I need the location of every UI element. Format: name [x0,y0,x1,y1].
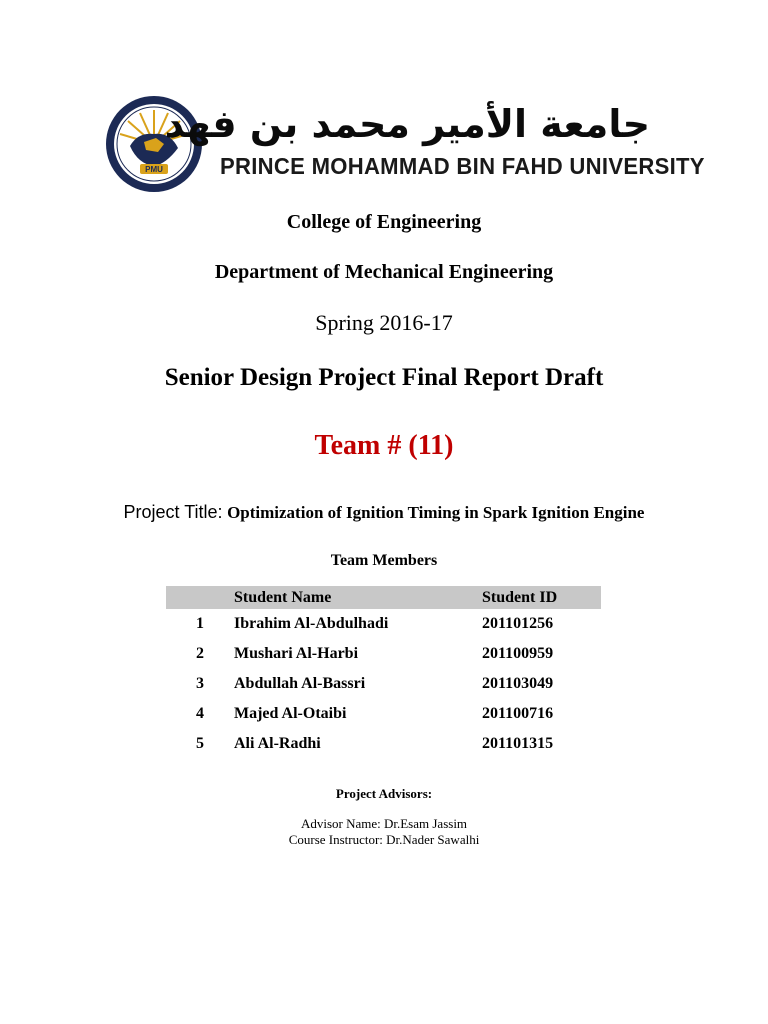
advisor-name: Advisor Name: Dr.Esam Jassim [300,816,468,831]
team-members-table [166,586,601,759]
row-number: 1 [196,615,204,632]
row-number: 3 [196,675,204,692]
row-number: 2 [196,645,204,662]
row-number: 5 [196,735,204,752]
project-title-value: Optimization of Ignition Timing in Spark Ignition Engine [227,503,645,522]
team-number: Team # (11) [314,430,454,461]
project-title [0,502,768,523]
student-id: 201100959 [482,645,554,662]
student-name: Majed Al-Otaibi [234,705,347,722]
header-student-id: Student ID [482,586,601,609]
table-header-row [166,586,601,609]
student-name: Abdullah Al-Bassri [234,675,366,692]
table-row [166,639,601,669]
table-row [166,609,601,639]
student-id: 201101256 [482,615,554,632]
college-name: College of Engineering [286,211,482,233]
logo-english-name: PRINCE MOHAMMAD BIN FAHD UNIVERSITY [220,153,705,179]
team-members-heading: Team Members [330,552,438,569]
logo-arabic-name: جامعة الأمير محمد بن فهد [164,102,650,146]
header-num [166,586,234,609]
project-title-label: Project Title: [123,502,223,522]
table-row [166,699,601,729]
term: Spring 2016-17 [315,310,453,335]
project-advisors-heading: Project Advisors: [335,786,433,801]
university-logo [96,86,705,198]
seal-abbrev: PMU [145,165,163,174]
student-name: Ibrahim Al-Abdulhadi [234,615,389,632]
student-id: 201101315 [482,735,554,752]
student-id: 201100716 [482,705,554,722]
report-title: Senior Design Project Final Report Draft [164,364,604,391]
row-number: 4 [196,705,204,722]
department-name: Department of Mechanical Engineering [214,261,554,283]
table-row [166,729,601,759]
student-name: Ali Al-Radhi [234,735,321,752]
student-name: Mushari Al-Harbi [234,645,359,662]
table-row [166,669,601,699]
header-student-name: Student Name [234,586,482,609]
student-id: 201103049 [482,675,554,692]
course-instructor: Course Instructor: Dr.Nader Sawalhi [288,832,480,847]
